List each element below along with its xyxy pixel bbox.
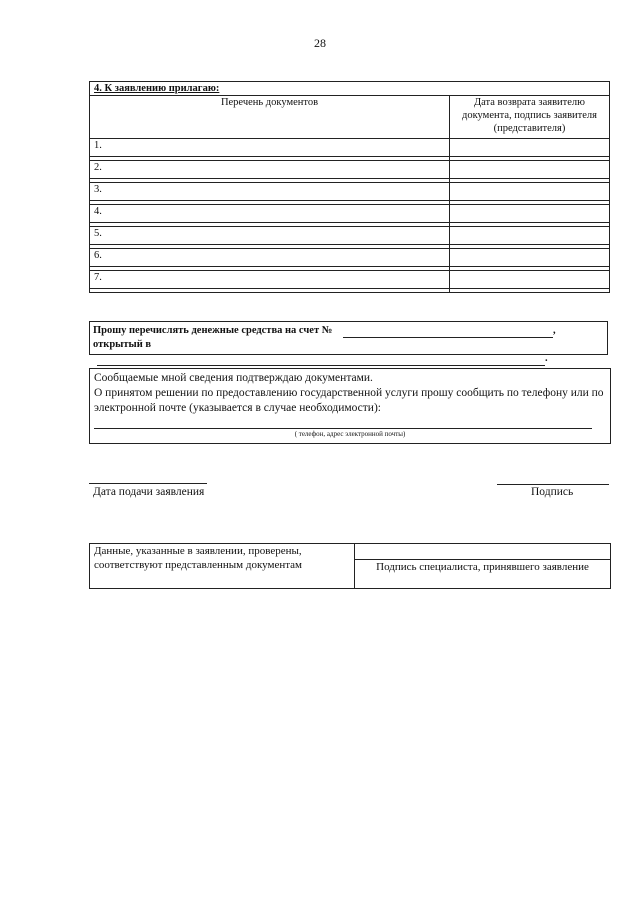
- bank-label: открытый в: [93, 339, 152, 350]
- header-documents: Перечень документов: [90, 96, 450, 139]
- confirmation-statement: Сообщаемые мной сведения подтверждаю документами.: [94, 372, 373, 384]
- return-date-cell[interactable]: [450, 139, 610, 161]
- table-row: [90, 161, 610, 183]
- verification-text: Данные, указанные в заявлении, проверены, соответствуют представленным документам: [90, 544, 355, 589]
- table-row: [90, 227, 610, 249]
- specialist-signature-field[interactable]: [355, 544, 611, 560]
- account-box: Прошу перечислять денежные средства на счет № , открытый в .: [89, 321, 608, 355]
- date-label: Дата подачи заявления: [93, 486, 205, 498]
- row-number: 1.: [94, 140, 102, 151]
- verification-table: [89, 543, 611, 589]
- signature-label: Подпись: [531, 486, 574, 498]
- row-number: 5.: [94, 228, 102, 239]
- table-row: [90, 205, 610, 227]
- return-date-cell[interactable]: [450, 183, 610, 205]
- row-number: 4.: [94, 206, 102, 217]
- row-number: 7.: [94, 272, 102, 283]
- table-row: [90, 271, 610, 293]
- account-label: Прошу перечислять денежные средства на счет №: [93, 325, 333, 336]
- contact-field[interactable]: [94, 428, 592, 429]
- page-number: 28: [314, 36, 326, 50]
- specialist-signature-label: Подпись специалиста, принявшего заявление: [355, 560, 611, 589]
- row-number: 3.: [94, 184, 102, 195]
- return-date-cell[interactable]: [450, 271, 610, 293]
- contact-caption: ( телефон, адрес электронной почты): [294, 430, 406, 438]
- account-number-field[interactable]: [343, 325, 553, 338]
- return-date-cell[interactable]: [450, 205, 610, 227]
- table-row: [90, 139, 610, 161]
- notification-request: О принятом решении по предоставлению государственной услуги прошу сообщить по телефону или по электронной почте (указывается в случае необходимости):: [94, 387, 604, 414]
- return-date-cell[interactable]: [450, 227, 610, 249]
- return-date-cell[interactable]: [450, 161, 610, 183]
- table-row: [90, 249, 610, 271]
- row-number: 6.: [94, 250, 102, 261]
- table-row: [90, 183, 610, 205]
- header-return-date: Дата возврата заявителю документа, подпись заявителя (представителя): [450, 96, 610, 139]
- return-date-cell[interactable]: [450, 249, 610, 271]
- signature-field[interactable]: [497, 484, 609, 485]
- bank-field[interactable]: [97, 353, 545, 366]
- row-number: 2.: [94, 162, 102, 173]
- section-title: 4. К заявлению прилагаю:: [90, 82, 610, 96]
- attachments-table: [89, 81, 610, 293]
- date-field[interactable]: [89, 483, 207, 484]
- confirmation-box: [89, 368, 611, 444]
